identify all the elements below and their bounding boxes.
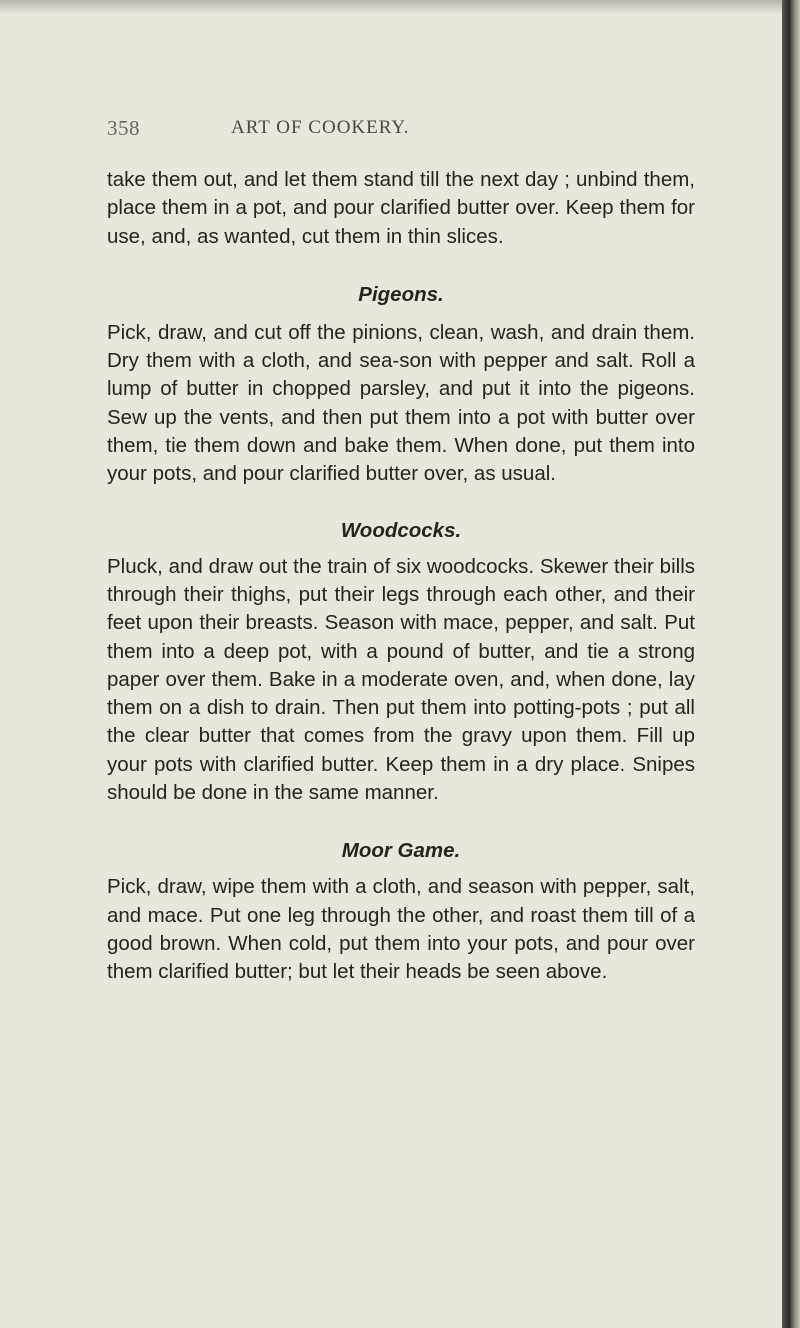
continued-paragraph: take them out, and let them stand till the next day ; unbind them, place them in a pot, and pour clarified butter over. Keep them for use, and, as wanted, cut them in thin slices. — [107, 168, 695, 248]
heading-woodcocks: Woodcocks. — [340, 518, 462, 542]
heading-moor-game: Moor Game. — [341, 839, 461, 863]
page-body — [107, 166, 695, 987]
page-number: 358 — [107, 116, 140, 140]
woodcocks-recipe: Pluck, and draw out the train of six woodcocks. Skewer their bills through their thighs, put their legs through each other, and their feet upon their breasts. Season with mace, pepper, and salt. Put them into a deep pot, with a pound of butter, and tie a strong paper over them. Bake in a moderate oven, and, when done, lay them on a dish to drain. Then put them into potting-pots ; put all the clear butter that comes from the gravy upon them. Fill up your pots with clarified butter. Keep them in a dry place. Snipes should be done in the same manner. — [107, 554, 695, 805]
heading-pigeons: Pigeons. — [358, 282, 444, 306]
running-title: ART OF COOKERY. — [231, 117, 410, 138]
moor-game-recipe: Pick, draw, wipe them with a cloth, and season with pepper, salt, and mace. Put one leg through the other, and roast them till of a good brown. When cold, put them into your pots, and pour over them clarified butter; but let their heads be seen above. — [107, 875, 695, 984]
book-spine-edge — [782, 0, 800, 1328]
pigeons-recipe: Pick, draw, and cut off the pinions, clean, wash, and drain them. Dry them with a cloth, and sea-son with pepper and salt. Roll a lump of butter in chopped parsley, and put it into the pigeons. Sew up the vents, and then put them into a pot with butter over them, tie them down and bake them. When done, put them into your pots, and pour clarified butter over, as usual. — [107, 320, 695, 486]
